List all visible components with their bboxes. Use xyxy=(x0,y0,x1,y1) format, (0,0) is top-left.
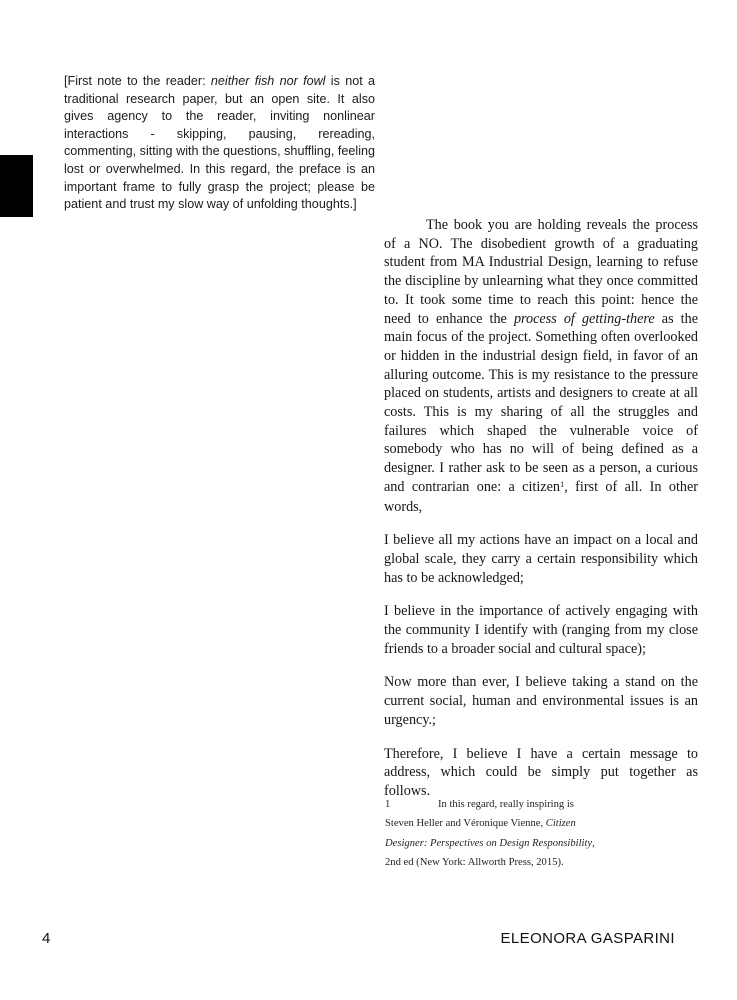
reader-note-post: is not a traditional research paper, but an open site. It also gives agency to the reader, inviting nonlinear interactions - skipping, pausing, rereading, commenting, sitting with the questions, shuffling, feeling lost or overwhelmed. In this regard, the preface is an important frame to fully grasp the project; please be patient and trust my slow way of unfolding thoughts.] xyxy=(64,74,375,212)
main-text-column xyxy=(384,216,698,801)
para1-pre: The book you are holding reveals the process of a NO. The disobedient growth of a graduating student from MA Industrial Design, learning to refuse the discipline by unlearning what they once committed to. It took some time to reach this point: hence the need to enhance the xyxy=(384,217,698,327)
reader-note-pre: [First note to the reader: xyxy=(64,74,211,88)
footnote-post: , 2nd ed (New York: Allworth Press, 2015). xyxy=(385,837,595,869)
paragraph-intro xyxy=(384,216,698,516)
footnote-italic-title: Citizen Designer: Perspectives on Design Responsibility xyxy=(385,818,593,849)
paragraph-message: Therefore, I believe I have a certain message to address, which could be simply put together as follows. xyxy=(384,745,698,799)
footnote-block xyxy=(385,795,597,873)
reader-note-italic-title: neither fish nor fowl xyxy=(210,74,326,88)
footnote-reference-marker: 1 xyxy=(560,479,565,490)
author-running-footer: ELEONORA GASPARINI xyxy=(500,930,675,947)
paragraph-belief-community: I believe in the importance of actively engaging with the community I identify with (ranging from my close friends to a broader social and cultural space); xyxy=(384,603,698,657)
footnote-1 xyxy=(385,795,597,873)
paragraph-belief-impact: I believe all my actions have an impact on a local and global scale, they carry a certain responsibility which has to be acknowledged; xyxy=(384,532,698,586)
para1-mid: as the main focus of the project. Something often overlooked or hidden in the industrial design field, in favor of an alluring outcome. This is my resistance to the pressure placed on students, artists and designers to create at all costs. This is my sharing of all the struggles and failures which shaped the vulnerable voice of somebody who has no will of being defined as a designer. I rather ask to be seen as a person, a curious and contrarian one: a citizen xyxy=(384,310,699,495)
page-number: 4 xyxy=(42,930,51,947)
footnote-number: 1 xyxy=(385,799,391,810)
paragraph-belief-urgency: Now more than ever, I believe taking a stand on the current social, human and environmental issues is an urgency.; xyxy=(384,674,698,728)
reader-note xyxy=(64,73,375,214)
chapter-edge-tab xyxy=(0,155,33,217)
para1-post: , first of all. In other words, xyxy=(384,478,698,515)
para1-italic-phrase: process of getting-there xyxy=(513,310,655,327)
footnote-pre: In this regard, really inspiring is Steven Heller and Véronique Vienne, xyxy=(385,799,574,830)
